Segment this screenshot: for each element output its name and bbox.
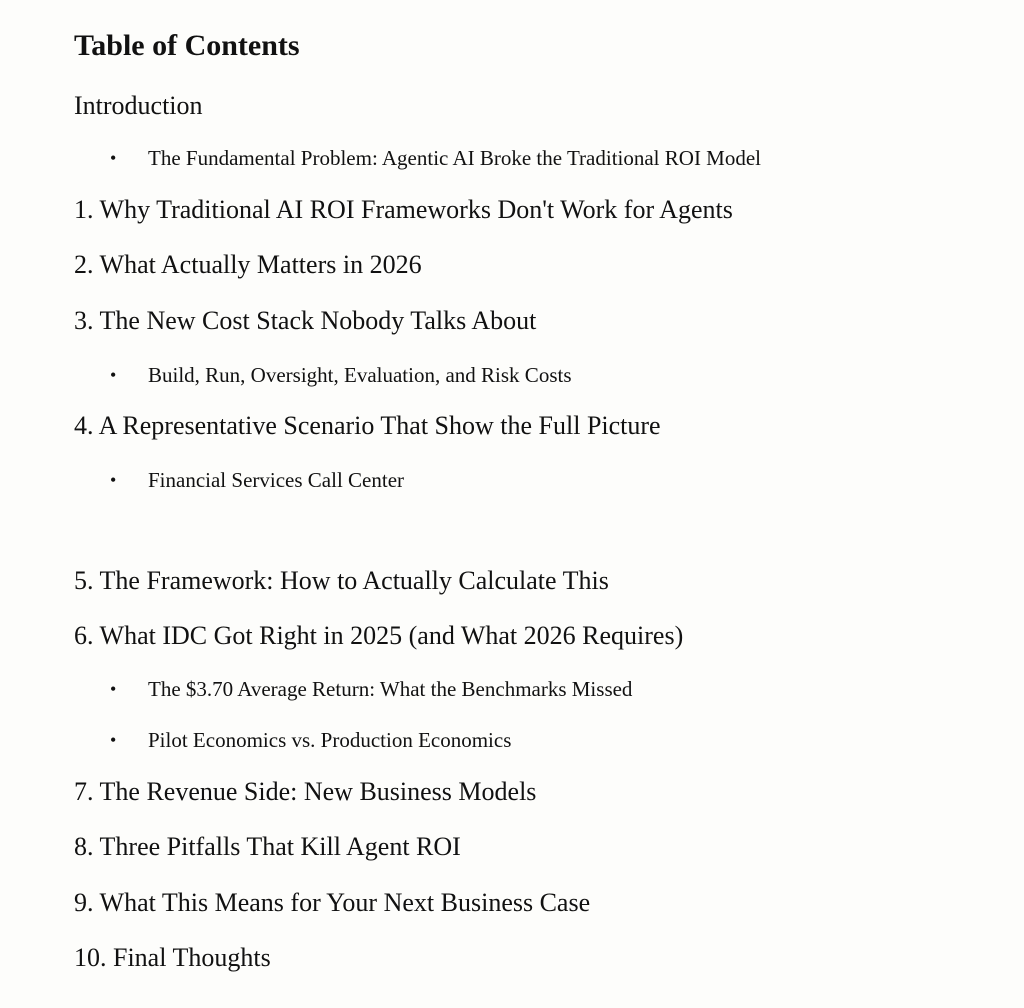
toc-subentry-label: Pilot Economics vs. Production Economics [148,728,512,752]
toc-entry-label: What This Means for Your Next Business Case [99,888,591,917]
page-title: Table of Contents [74,29,300,62]
bullet-icon: • [110,730,117,750]
toc-entry-number: 1. [74,195,94,224]
bullet-icon: • [110,470,117,490]
toc-subentry-cost-stack[interactable] [110,360,572,390]
toc-entry-label: Introduction [74,91,203,120]
toc-entry-9[interactable] [74,885,590,921]
toc-entry-8[interactable] [74,829,461,865]
toc-subentry-pilot-economics[interactable] [110,725,511,755]
toc-subentry-label: The $3.70 Average Return: What the Benchmarks Missed [148,677,633,701]
toc-subentry-fundamental-problem[interactable] [110,143,761,173]
toc-entry-label: Three Pitfalls That Kill Agent ROI [99,832,461,861]
toc-entry-label: Final Thoughts [113,943,271,972]
bullet-icon: • [110,148,117,168]
toc-entry-label: A Representative Scenario That Show the Full Picture [98,411,661,440]
toc-entry-1[interactable] [74,192,733,228]
toc-entry-5[interactable] [74,563,609,599]
toc-subentry-label: Financial Services Call Center [148,468,405,492]
toc-entry-7[interactable] [74,774,536,810]
toc-subentry-call-center[interactable] [110,465,404,495]
toc-entry-label: What Actually Matters in 2026 [99,250,422,279]
toc-subentry-label: The Fundamental Problem: Agentic AI Broke the Traditional ROI Model [148,146,762,170]
bullet-icon: • [110,679,117,699]
toc-entry-number: 9. [74,888,94,917]
toc-entry-4[interactable] [74,408,661,444]
toc-entry-number: 4. [74,411,94,440]
toc-entry-label: What IDC Got Right in 2025 (and What 2026 Requires) [99,621,684,650]
toc-entry-number: 10. [74,943,107,972]
toc-entry-number: 8. [74,832,94,861]
toc-entry-number: 6. [74,621,94,650]
bullet-icon: • [110,365,117,385]
toc-subentry-average-return[interactable] [110,674,632,704]
toc-entry-10[interactable] [74,940,271,976]
toc-entry-number: 3. [74,306,94,335]
toc-entry-number: 7. [74,777,94,806]
toc-entry-label: The New Cost Stack Nobody Talks About [99,306,537,335]
toc-entry-introduction[interactable] [74,88,203,124]
toc-entry-6[interactable] [74,618,683,654]
toc-entry-3[interactable] [74,303,536,339]
toc-entry-number: 2. [74,250,94,279]
toc-entry-label: The Framework: How to Actually Calculate This [99,566,609,595]
toc-entry-number: 5. [74,566,94,595]
toc-entry-label: The Revenue Side: New Business Models [99,777,537,806]
toc-subentry-label: Build, Run, Oversight, Evaluation, and Risk Costs [148,363,572,387]
toc-entry-2[interactable] [74,247,422,283]
toc-entry-label: Why Traditional AI ROI Frameworks Don't Work for Agents [99,195,733,224]
